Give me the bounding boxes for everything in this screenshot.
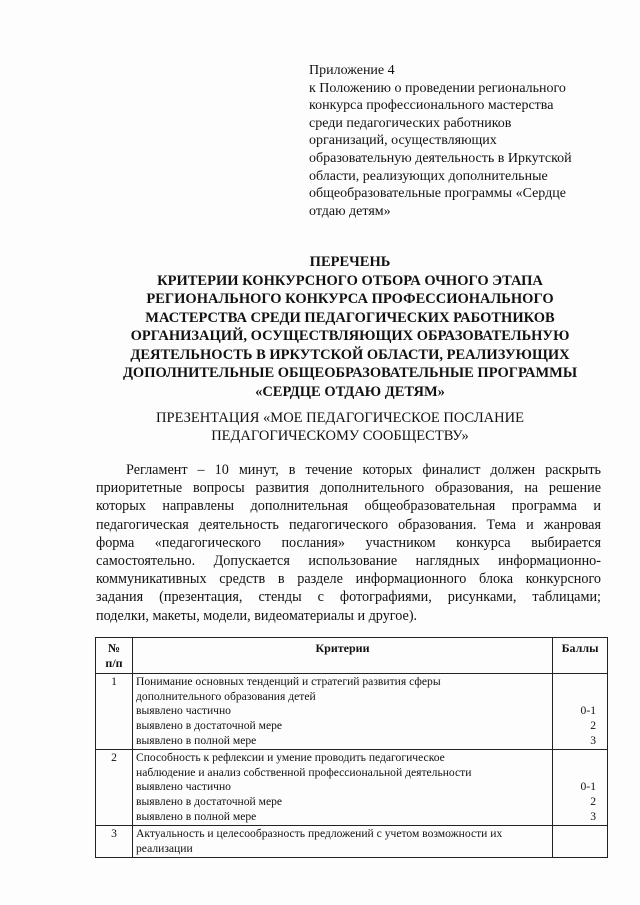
criterion-title: Способность к рефлексии и умение проводить педагогическое — [136, 751, 445, 765]
row-number: 2 — [96, 750, 133, 826]
row-scores — [553, 674, 608, 750]
subtitle-line: ПЕДАГОГИЧЕСКОМУ СООБЩЕСТВУ» — [211, 428, 469, 444]
paragraph-line: задания (презентация, стенды с фотографиями, рисунками, таблицами; — [96, 589, 601, 606]
appendix-line: к Положению о проведении регионального — [309, 80, 566, 96]
appendix-line: среди педагогических работников — [309, 115, 512, 131]
header-number-abbr: п/п — [105, 655, 123, 670]
criterion-option: выявлено частично — [136, 704, 231, 718]
row-number: 1 — [96, 674, 133, 750]
paragraph-line: приоритетные вопросы развития дополнительного образования, на решение — [96, 480, 601, 497]
subtitle-line: ПРЕЗЕНТАЦИЯ «МОЕ ПЕДАГОГИЧЕСКОЕ ПОСЛАНИЕ — [156, 410, 524, 426]
score-value: 2 — [590, 794, 596, 808]
row-criteria — [133, 750, 553, 826]
title-line: ОРГАНИЗАЦИЙ, ОСУЩЕСТВЛЯЮЩИХ ОБРАЗОВАТЕЛЬНУЮ — [130, 328, 570, 344]
criterion-title: Понимание основных тенденций и стратегий развития сферы — [136, 675, 441, 689]
title-line: ДОПОЛНИТЕЛЬНЫЕ ОБЩЕОБРАЗОВАТЕЛЬНЫЕ ПРОГРАММЫ — [122, 365, 578, 381]
paragraph-line: форма «педагогического послания» участником конкурса выбирается — [96, 534, 601, 551]
criterion-option: выявлено частично — [136, 780, 231, 794]
appendix-line: организаций, осуществляющих — [309, 133, 497, 149]
table-header-row — [96, 638, 608, 674]
row-criteria — [133, 674, 553, 750]
criterion-option: выявлено в достаточной мере — [136, 794, 283, 808]
section-subtitle — [60, 409, 620, 445]
paragraph-line: педагогическая деятельность педагогического образования. Тема и жанровая — [96, 516, 601, 533]
header-number-symbol: № — [107, 641, 121, 655]
table-row — [96, 750, 608, 826]
body-paragraph — [96, 461, 601, 625]
score-value: 3 — [590, 809, 596, 823]
header-number — [96, 638, 133, 674]
title-line: КРИТЕРИИ КОНКУРСНОГО ОТБОРА ОЧНОГО ЭТАПА — [157, 272, 543, 289]
header-points: Баллы — [553, 638, 608, 674]
row-scores — [553, 750, 608, 826]
criterion-title: дополнительного образования детей — [136, 689, 316, 703]
title-line: ДЕЯТЕЛЬНОСТЬ В ИРКУТСКОЙ ОБЛАСТИ, РЕАЛИЗУЮЩИХ — [130, 346, 570, 363]
paragraph-line: поделки, макеты, модели, видеоматериалы и другое). — [96, 607, 418, 624]
appendix-line: области, реализующих дополнительные — [309, 168, 548, 184]
row-scores — [553, 826, 608, 858]
paragraph-line: которых направлены дополнительная общеобразовательная программа и — [96, 498, 601, 515]
criterion-option: выявлено в достаточной мере — [136, 718, 283, 732]
title-line: МАСТЕРСТВА СРЕДИ ПЕДАГОГИЧЕСКИХ РАБОТНИКОВ — [145, 309, 555, 326]
criterion-title: реализации — [136, 841, 193, 855]
title-line: «СЕРДЦЕ ОТДАЮ ДЕТЯМ» — [255, 383, 445, 400]
criterion-option: выявлено в полной мере — [136, 733, 257, 747]
criterion-title: Актуальность и целесообразность предложений с учетом возможности их — [136, 827, 503, 841]
row-number: 3 — [96, 826, 133, 858]
appendix-line: отдаю детям» — [309, 203, 391, 219]
header-criteria: Критерии — [133, 638, 553, 674]
appendix-note — [309, 62, 609, 220]
table-row — [96, 826, 608, 858]
score-value: 0-1 — [580, 704, 596, 718]
score-value: 3 — [590, 733, 596, 747]
row-criteria — [133, 826, 553, 858]
document-title — [60, 253, 640, 401]
criterion-title: наблюдение и анализ собственной профессиональной деятельности — [136, 765, 472, 779]
title-line: РЕГИОНАЛЬНОГО КОНКУРСА ПРОФЕССИОНАЛЬНОГО — [146, 291, 554, 307]
appendix-line: образовательную деятельность в Иркутской — [309, 150, 572, 166]
paragraph-line: коммуникативных средств в разделе информационного блока конкурсного — [96, 571, 601, 588]
table-row — [96, 674, 608, 750]
score-value: 0-1 — [580, 780, 596, 794]
criteria-table — [95, 637, 608, 858]
score-value: 2 — [590, 718, 596, 732]
criterion-option: выявлено в полной мере — [136, 809, 257, 823]
appendix-line: Приложение 4 — [309, 63, 395, 78]
appendix-line: конкурса профессионального мастерства — [309, 98, 554, 114]
appendix-line: общеобразовательные программы «Сердце — [309, 186, 566, 202]
title-line: ПЕРЕЧЕНЬ — [309, 254, 391, 270]
paragraph-line: самостоятельно. Допускается использование наглядных информационно- — [96, 552, 601, 569]
paragraph-line: Регламент – 10 минут, в течение которых финалист должен раскрыть — [126, 462, 601, 478]
